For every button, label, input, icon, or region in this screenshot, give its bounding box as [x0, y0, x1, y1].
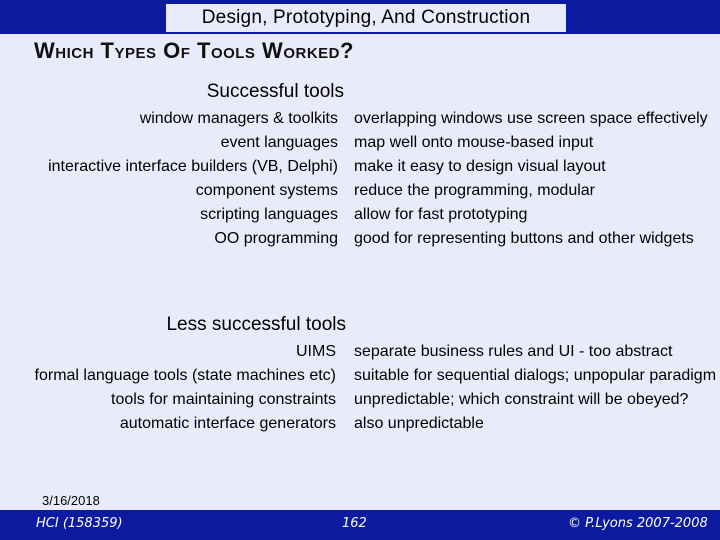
footer-bar [0, 510, 720, 540]
successful-tools-list [48, 107, 338, 251]
footer-course: HCI (158359) [36, 516, 123, 531]
successful-tool: component systems [195, 182, 338, 199]
successful-tool: event languages [220, 134, 338, 151]
less-successful-tools-list [35, 340, 336, 436]
successful-tool: OO programming [214, 230, 338, 247]
successful-reason: allow for fast prototyping [354, 206, 528, 223]
successful-tool: window managers & toolkits [139, 110, 338, 127]
successful-tools-heading: Successful tools [206, 81, 344, 102]
less-successful-tool: automatic interface generators [119, 415, 336, 432]
header-title: Design, Prototyping, And Construction [166, 4, 566, 32]
successful-tool: interactive interface builders (VB, Delphi) [48, 158, 338, 175]
successful-reason: reduce the programming, modular [354, 182, 596, 199]
less-successful-reasons-list [354, 340, 720, 436]
successful-tool: scripting languages [200, 206, 338, 223]
less-successful-tool: tools for maintaining constraints [111, 391, 336, 408]
slide-date: 3/16/2018 [42, 493, 100, 508]
less-successful-reason: separate business rules and UI - too abstract [354, 343, 673, 360]
slide-title: Which Types Of Tools Worked? [34, 38, 354, 63]
header-bar [0, 0, 720, 34]
less-successful-tool: UIMS [296, 343, 336, 360]
successful-reason: map well onto mouse-based input [354, 134, 594, 151]
successful-reason: make it easy to design visual layout [354, 158, 606, 175]
successful-reasons-list [354, 107, 708, 251]
successful-reason: overlapping windows use screen space effectively [354, 110, 708, 127]
less-successful-reason: unpredictable; which constraint will be obeyed? [354, 391, 689, 408]
less-successful-tool: formal language tools (state machines etc) [34, 367, 336, 384]
less-successful-tools-heading: Less successful tools [166, 314, 346, 335]
less-successful-reason: suitable for sequential dialogs; unpopular paradigm [354, 367, 717, 384]
less-successful-reason: also unpredictable [354, 415, 484, 432]
footer-page-number: 162 [342, 516, 367, 531]
footer-copyright: © P.Lyons 2007-2008 [568, 516, 708, 531]
successful-reason: good for representing buttons and other widgets [354, 230, 694, 247]
